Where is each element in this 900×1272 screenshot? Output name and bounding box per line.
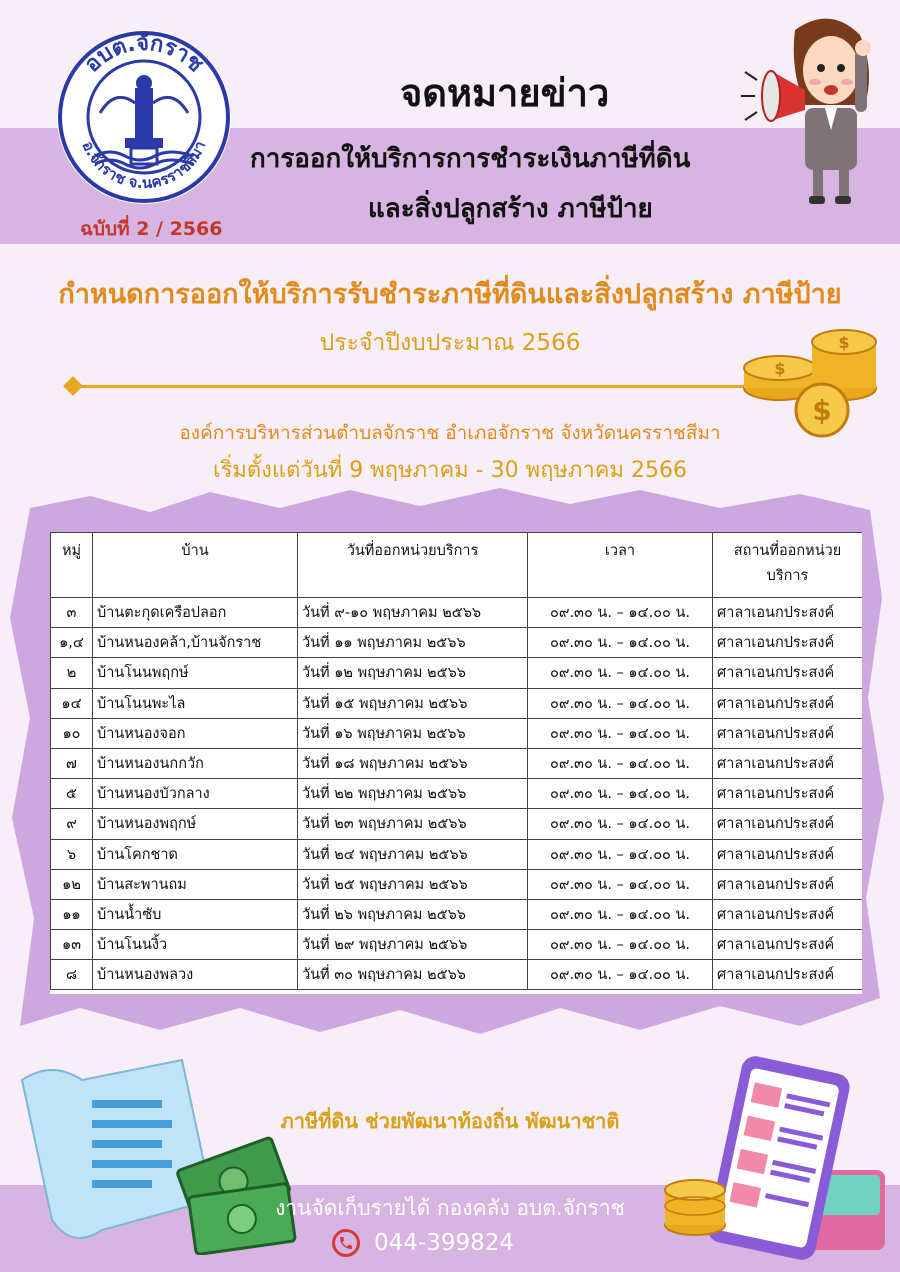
cell-village: บ้านโคกชาด	[93, 839, 298, 869]
svg-text:$: $	[812, 394, 832, 427]
divider-diamond	[63, 376, 83, 396]
cell-date: วันที่ ๒๕ พฤษภาคม ๒๕๖๖	[298, 869, 528, 899]
issue-number: ฉบับที่ 2 / 2566	[80, 218, 223, 240]
table-row	[51, 598, 863, 628]
phone-number[interactable]: 044-399824	[374, 1230, 514, 1256]
cell-location: ศาลาเอนกประสงค์	[713, 779, 863, 809]
cell-location: ศาลาเอนกประสงค์	[713, 688, 863, 718]
cell-location: ศาลาเอนกประสงค์	[713, 718, 863, 748]
cell-village: บ้านโนนพะไล	[93, 688, 298, 718]
cell-time: ๐๙.๓๐ น. – ๑๔.๐๐ น.	[528, 748, 713, 778]
cell-village: บ้านหนองจอก	[93, 718, 298, 748]
cell-moo: ๑๑	[51, 899, 93, 929]
seal-logo	[55, 28, 233, 206]
svg-text:อ.จักราช จ.นครราชสีมา: อ.จักราช จ.นครราชสีมา	[78, 138, 210, 193]
megaphone-woman-illustration	[735, 10, 895, 205]
cell-date: วันที่ ๒๙ พฤษภาคม ๒๕๖๖	[298, 930, 528, 960]
header-moo: หมู่	[51, 533, 93, 598]
svg-text:$: $	[774, 359, 786, 378]
cell-location: ศาลาเอนกประสงค์	[713, 748, 863, 778]
cell-moo: ๗	[51, 748, 93, 778]
cell-time: ๐๙.๓๐ น. – ๑๔.๐๐ น.	[528, 718, 713, 748]
service-period: เริ่มตั้งแต่วันที่ 9 พฤษภาคม - 30 พฤษภาคม 2566	[213, 458, 687, 483]
cell-village: บ้านโนนพฤกษ์	[93, 658, 298, 688]
cell-location: ศาลาเอนกประสงค์	[713, 658, 863, 688]
cell-moo: ๕	[51, 779, 93, 809]
cell-location: ศาลาเอนกประสงค์	[713, 839, 863, 869]
cell-village: บ้านหนองคล้า,บ้านจักราช	[93, 628, 298, 658]
subtitle-line-1: การออกให้บริการการชำระเงินภาษีที่ดิน	[250, 144, 691, 174]
cell-village: บ้านหนองพลวง	[93, 960, 298, 990]
cell-village: บ้านตะกุดเครือปลอก	[93, 598, 298, 628]
cell-date: วันที่ ๙-๑๐ พฤษภาคม ๒๕๖๖	[298, 598, 528, 628]
cell-location: ศาลาเอนกประสงค์	[713, 930, 863, 960]
cell-moo: ๘	[51, 960, 93, 990]
schedule-table	[50, 532, 862, 994]
cell-location: ศาลาเอนกประสงค์	[713, 809, 863, 839]
cell-village: บ้านโนนงิ้ว	[93, 930, 298, 960]
cell-moo: ๖	[51, 839, 93, 869]
cell-date: วันที่ ๒๔ พฤษภาคม ๒๕๖๖	[298, 839, 528, 869]
phone-icon	[332, 1229, 360, 1257]
header-time: เวลา	[528, 533, 713, 598]
header-village: บ้าน	[93, 533, 298, 598]
announcement-headline: กำหนดการออกให้บริการรับชำระภาษีที่ดินและสิ่งปลูกสร้าง ภาษีป้าย	[58, 279, 842, 310]
table-row	[51, 809, 863, 839]
cell-location: ศาลาเอนกประสงค์	[713, 899, 863, 929]
cell-time: ๐๙.๓๐ น. – ๑๔.๐๐ น.	[528, 779, 713, 809]
cell-moo: ๑๐	[51, 718, 93, 748]
subtitle-line-2: และสิ่งปลูกสร้าง ภาษีป้าย	[368, 194, 653, 224]
cell-moo: ๙	[51, 809, 93, 839]
cell-location: ศาลาเอนกประสงค์	[713, 598, 863, 628]
cell-date: วันที่ ๒๖ พฤษภาคม ๒๕๖๖	[298, 899, 528, 929]
table-row	[51, 839, 863, 869]
cell-time: ๐๙.๓๐ น. – ๑๔.๐๐ น.	[528, 809, 713, 839]
cell-time: ๐๙.๓๐ น. – ๑๔.๐๐ น.	[528, 658, 713, 688]
office-name: งานจัดเก็บรายได้ กองคลัง อบต.จักราช	[275, 1196, 625, 1220]
cell-date: วันที่ ๑๖ พฤษภาคม ๒๕๖๖	[298, 718, 528, 748]
table-header-row	[51, 533, 863, 598]
cell-village: บ้านน้ำซับ	[93, 899, 298, 929]
cell-date: วันที่ ๑๘ พฤษภาคม ๒๕๖๖	[298, 748, 528, 778]
cell-moo: ๓	[51, 598, 93, 628]
cell-village: บ้านหนองบัวกลาง	[93, 779, 298, 809]
cell-moo: ๑๔	[51, 688, 93, 718]
table-row	[51, 869, 863, 899]
table-row	[51, 748, 863, 778]
cell-village: บ้านหนองนกกวัก	[93, 748, 298, 778]
table-row	[51, 658, 863, 688]
cell-time: ๐๙.๓๐ น. – ๑๔.๐๐ น.	[528, 960, 713, 990]
smartphone-illustration	[655, 1050, 895, 1270]
cell-time: ๐๙.๓๐ น. – ๑๔.๐๐ น.	[528, 598, 713, 628]
cell-date: วันที่ ๒๓ พฤษภาคม ๒๕๖๖	[298, 809, 528, 839]
header-date: วันที่ออกหน่วยบริการ	[298, 533, 528, 598]
cell-time: ๐๙.๓๐ น. – ๑๔.๐๐ น.	[528, 628, 713, 658]
cell-date: วันที่ ๑๑ พฤษภาคม ๒๕๖๖	[298, 628, 528, 658]
cell-village: บ้านสะพานถม	[93, 869, 298, 899]
cell-location: ศาลาเอนกประสงค์	[713, 960, 863, 990]
cell-time: ๐๙.๓๐ น. – ๑๔.๐๐ น.	[528, 688, 713, 718]
cell-time: ๐๙.๓๐ น. – ๑๔.๐๐ น.	[528, 899, 713, 929]
svg-text:อบต.จักราช: อบต.จักราช	[79, 30, 209, 78]
cell-date: วันที่ ๑๒ พฤษภาคม ๒๕๖๖	[298, 658, 528, 688]
cell-location: ศาลาเอนกประสงค์	[713, 869, 863, 899]
cell-time: ๐๙.๓๐ น. – ๑๔.๐๐ น.	[528, 930, 713, 960]
table-row	[51, 688, 863, 718]
table-row	[51, 960, 863, 990]
table-row	[51, 628, 863, 658]
cell-moo: ๑๒	[51, 869, 93, 899]
slogan: ภาษีที่ดิน ช่วยพัฒนาท้องถิ่น พัฒนาชาติ	[280, 1109, 620, 1133]
table-row	[51, 899, 863, 929]
cell-village: บ้านหนองพฤกษ์	[93, 809, 298, 839]
cell-date: วันที่ ๑๕ พฤษภาคม ๒๕๖๖	[298, 688, 528, 718]
fiscal-year: ประจำปีงบประมาณ 2566	[319, 330, 581, 356]
cell-moo: ๑๓	[51, 930, 93, 960]
phone-contact	[332, 1226, 514, 1260]
cell-moo: ๑,๔	[51, 628, 93, 658]
page-title: จดหมายข่าว	[400, 71, 610, 115]
header-location: สถานที่ออกหน่วย บริการ	[713, 533, 863, 598]
cell-date: วันที่ ๒๒ พฤษภาคม ๒๕๖๖	[298, 779, 528, 809]
cell-time: ๐๙.๓๐ น. – ๑๔.๐๐ น.	[528, 869, 713, 899]
cell-moo: ๒	[51, 658, 93, 688]
cell-date: วันที่ ๓๐ พฤษภาคม ๒๕๖๖	[298, 960, 528, 990]
table-row	[51, 718, 863, 748]
table-row	[51, 779, 863, 809]
organization-name: องค์การบริหารส่วนตำบลจักราช อำเภอจักราช จังหวัดนครราชสีมา	[179, 422, 721, 444]
divider-line	[72, 385, 772, 388]
svg-text:$: $	[838, 333, 850, 352]
table-row	[51, 930, 863, 960]
cell-location: ศาลาเอนกประสงค์	[713, 628, 863, 658]
cell-time: ๐๙.๓๐ น. – ๑๔.๐๐ น.	[528, 839, 713, 869]
